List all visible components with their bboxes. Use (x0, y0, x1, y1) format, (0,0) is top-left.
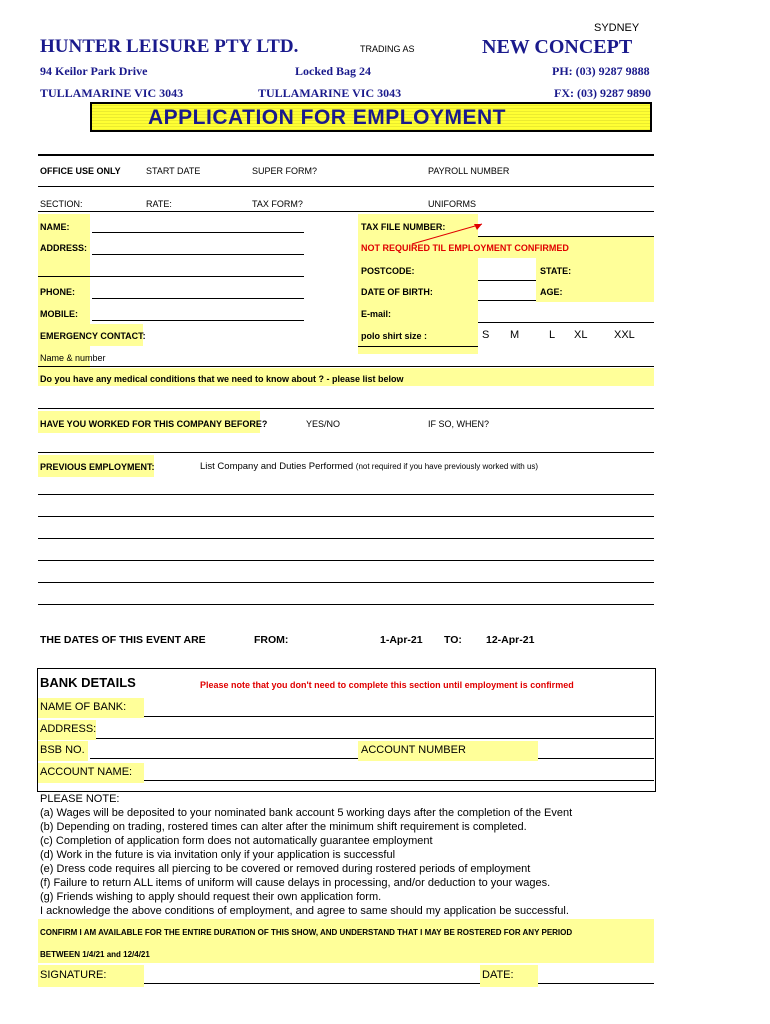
from-label: FROM: (254, 634, 289, 646)
age-label: AGE: (540, 287, 563, 297)
bank-name-field[interactable] (144, 716, 654, 717)
note-item: (b) Depending on trading, rostered times can alter after the minimum shift requirement is completed. (40, 821, 527, 833)
if-so-when-label: IF SO, WHEN? (428, 419, 490, 429)
postcode-label: POSTCODE: (361, 266, 415, 276)
payroll-label: PAYROLL NUMBER (428, 166, 510, 176)
worked-before-question: HAVE YOU WORKED FOR THIS COMPANY BEFORE? (40, 419, 268, 429)
postcode-field[interactable] (478, 280, 536, 281)
event-dates-label: THE DATES OF THIS EVENT ARE (40, 634, 206, 646)
office-use-label: OFFICE USE ONLY (40, 166, 121, 176)
name-field[interactable] (92, 232, 304, 233)
note-item: (a) Wages will be deposited to your nominated bank account 5 working days after the completion of the Event (40, 807, 573, 819)
note-item: (f) Failure to return ALL items of uniform will cause delays in processing, and/or deduction to your wages. (40, 877, 551, 889)
email-label: E-mail: (361, 309, 392, 319)
to-date: 12-Apr-21 (486, 634, 535, 646)
acknowledgement: I acknowledge the above conditions of employment, and agree to same should my application be successful. (40, 905, 569, 917)
bank-address-label: ADDRESS: (40, 723, 97, 735)
worked-before-field[interactable] (38, 452, 654, 453)
note-item: (g) Friends wishing to apply should request their own application form. (40, 891, 382, 903)
company-name: HUNTER LEISURE PTY LTD. (40, 36, 299, 57)
medical-question: Do you have any medical conditions that we need to know about ? - please list below (40, 374, 404, 384)
uniforms-label: UNIFORMS (428, 199, 476, 209)
previous-employment-line-1[interactable] (38, 494, 654, 495)
size-option-l[interactable]: L (549, 329, 556, 341)
previous-employment-label: PREVIOUS EMPLOYMENT: (40, 462, 155, 472)
medical-field[interactable] (38, 408, 654, 409)
previous-employment-instruction: List Company and Duties Performed (not required if you have previously worked with us) (200, 461, 539, 472)
account-number-field[interactable] (538, 758, 654, 759)
previous-employment-line-4[interactable] (38, 560, 654, 561)
from-date: 1-Apr-21 (380, 634, 423, 646)
rate-label: RATE: (146, 199, 172, 209)
state-label: STATE: (540, 266, 572, 276)
title-banner (90, 102, 652, 132)
tax-form-label: TAX FORM? (252, 199, 303, 209)
bsb-field[interactable] (90, 758, 358, 759)
bank-details-title: BANK DETAILS (40, 675, 136, 690)
phone-field[interactable] (92, 298, 304, 299)
to-label: TO: (444, 634, 462, 646)
start-date-label: START DATE (146, 166, 201, 176)
name-label: NAME: (40, 222, 70, 232)
phone-number: PH: (03) 9287 9888 (552, 64, 650, 78)
tax-file-number-field[interactable] (478, 236, 654, 237)
date-field[interactable] (538, 983, 654, 984)
date-label: DATE: (482, 969, 514, 981)
note-item: (c) Completion of application form does not automatically guarantee employment (40, 835, 433, 847)
note-item: (e) Dress code requires all piercing to be covered or removed during rostered periods of employment (40, 863, 531, 875)
account-name-field[interactable] (144, 780, 654, 781)
address-label: ADDRESS: (40, 243, 88, 253)
size-option-s[interactable]: S (482, 329, 490, 341)
bank-name-label: NAME OF BANK: (40, 701, 127, 713)
arrow-icon (410, 218, 490, 246)
previous-employment-line-2[interactable] (38, 516, 654, 517)
signature-label: SIGNATURE: (40, 969, 107, 981)
previous-employment-line-6[interactable] (38, 604, 654, 605)
fax-number: FX: (03) 9287 9890 (554, 86, 651, 100)
super-form-label: SUPER FORM? (252, 166, 318, 176)
name-number-label: Name & number (40, 353, 106, 363)
account-name-label: ACCOUNT NAME: (40, 766, 133, 778)
locked-bag: Locked Bag 24 (295, 64, 372, 78)
bag-suburb: TULLAMARINE VIC 3043 (258, 86, 402, 100)
emergency-contact-label: EMERGENCY CONTACT: (40, 331, 146, 341)
polo-size-label: polo shirt size : (361, 331, 428, 341)
not-required-note: NOT REQUIRED TIL EMPLOYMENT CONFIRMED (361, 243, 569, 253)
dob-label: DATE OF BIRTH: (361, 287, 433, 297)
notes-heading: PLEASE NOTE: (40, 793, 120, 805)
section-label: SECTION: (40, 199, 83, 209)
phone-label: PHONE: (40, 287, 76, 297)
mobile-label: MOBILE: (40, 309, 78, 319)
confirm-line-1: CONFIRM I AM AVAILABLE FOR THE ENTIRE DURATION OF THIS SHOW, AND UNDERSTAND THAT I MAY BE ROSTERED FOR ANY PERIOD (40, 928, 573, 937)
signature-field[interactable] (144, 983, 480, 984)
bank-details-note: Please note that you don't need to complete this section until employment is confirmed (200, 680, 574, 690)
email-field[interactable] (478, 322, 654, 323)
tax-file-number-label: TAX FILE NUMBER: (361, 222, 446, 232)
page-title: APPLICATION FOR EMPLOYMENT (148, 106, 506, 129)
trading-as-label: TRADING AS (360, 44, 415, 54)
size-option-xxl[interactable]: XXL (614, 329, 635, 341)
emergency-field[interactable] (38, 366, 654, 367)
address-field-2[interactable] (38, 276, 304, 277)
brand-name: NEW CONCEPT (482, 36, 633, 58)
city-label: SYDNEY (594, 22, 640, 34)
address-field[interactable] (92, 254, 304, 255)
company-address: 94 Keilor Park Drive (40, 64, 148, 78)
dob-field[interactable] (478, 300, 536, 301)
note-item: (d) Work in the future is via invitation only if your application is successful (40, 849, 396, 861)
previous-employment-line-3[interactable] (38, 538, 654, 539)
yes-no-label: YES/NO (306, 419, 341, 429)
company-suburb: TULLAMARINE VIC 3043 (40, 86, 184, 100)
previous-employment-line-5[interactable] (38, 582, 654, 583)
bsb-label: BSB NO. (40, 744, 85, 756)
mobile-field[interactable] (92, 320, 304, 321)
account-number-label: ACCOUNT NUMBER (361, 744, 466, 756)
bank-address-field[interactable] (96, 738, 654, 739)
size-option-m[interactable]: M (510, 329, 520, 341)
confirm-line-2: BETWEEN 1/4/21 and 12/4/21 (40, 950, 150, 959)
size-option-xl[interactable]: XL (574, 329, 588, 341)
